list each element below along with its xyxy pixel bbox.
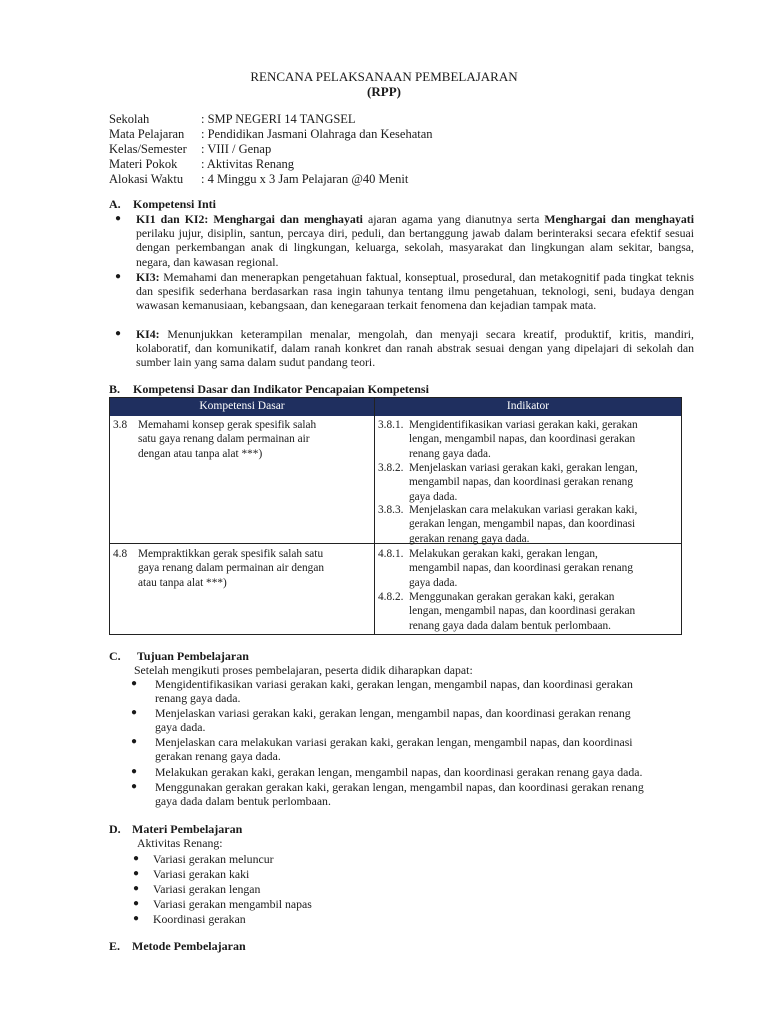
list-item-text: Koordinasi gerakan [153,912,246,926]
kd-line: atau tanpa alat ***) [138,576,227,589]
column-divider [374,398,375,634]
kd-line: satu gaya renang dalam permainan air [138,433,310,446]
info-row [109,157,433,172]
list-item [133,852,536,867]
list-item-text: Variasi gerakan meluncur [153,852,274,866]
list-item [133,882,536,897]
bullet-icon: ● [133,853,140,864]
indicator-line: Menggunakan gerakan gerakan kaki, gerakan [409,591,615,603]
section-title: Metode Pembelajaran [132,939,246,953]
list-item [131,735,696,765]
indicator-line: gaya dada. [409,576,458,589]
list-item-text: Variasi gerakan lengan [153,882,261,896]
document-title: RENCANA PELAKSANAAN PEMBELAJARAN [250,69,518,84]
indicator-line: gerakan lengan, mengambil napas, dan koordinasi [409,518,636,531]
list-item [131,677,696,706]
indicator-line: lengan, mengambil napas, dan koordinasi gerakan [409,433,636,446]
list-item-text: Variasi gerakan kaki [153,867,250,881]
indicator-text [409,503,637,546]
ki3-label: KI3: [136,270,160,284]
bullet-icon: ● [133,868,140,879]
list-item [131,706,696,735]
kd-number: 3.8 [113,419,128,431]
indicator-line: mengambil napas, dan koordinasi gerakan renang [409,562,633,575]
info-key: Alokasi Waktu [109,172,184,186]
ki12-label: KI1 dan KI2: [136,212,209,226]
indicator-number: 4.8.1. [378,548,404,560]
section-title: Kompetensi Inti [133,197,217,211]
bullet-icon: ● [115,271,122,282]
list-item-text [155,677,633,705]
ki4-label: KI4: [136,327,160,341]
list-item-text [155,780,644,808]
column-header-kd: Kompetensi Dasar [199,400,285,412]
text-line: gerakan renang gaya dada. [155,749,281,764]
section-letter: E. [109,939,121,953]
info-value: : VIII / Genap [201,142,272,156]
materials-list [133,852,536,927]
indicator-text [409,418,638,461]
kd-line: dengan atau tanpa alat ***) [138,447,263,460]
ki3-paragraph [115,270,694,313]
list-item [133,912,536,927]
list-item-text: Variasi gerakan mengambil napas [153,897,312,911]
indicator-number: 3.8.2. [378,462,404,474]
ki12-text-1: ajaran agama yang dianutnya serta [362,212,545,226]
ki3-text: Memahami dan menerapkan pengetahuan faktual, konseptual, prosedural, dan metakognitif pada tingkat teknis dan spesifik sederhana berdasarkan rasa ingin tahunya tentang ilmu pengetahuan, teknologi, seni, budaya dengan wawasan kemanusiaan, kebangsaan, dan kenegaraan terkait fenomena dan kejadian tampak mata. [136,270,694,313]
info-value: : Aktivitas Renang [201,157,295,171]
info-key: Sekolah [109,112,150,126]
text-line: Menggunakan gerakan gerakan kaki, gerakan lengan, mengambil napas, dan koordinasi gerakan renang [155,780,644,794]
text-line: renang gaya dada. [155,691,241,706]
indicator-line: renang gaya dada dalam bentuk perlombaan. [409,619,612,632]
text-line: gaya dada. [155,720,206,735]
indicator-line: Menjelaskan cara melakukan variasi gerakan kaki, [409,504,638,516]
section-d-heading [109,822,242,837]
list-item [133,867,536,882]
section-letter: D. [109,822,121,836]
ki12-emphasis-1: Menghargai dan menghayati [213,212,363,226]
indicator-number: 3.8.3. [378,504,404,516]
section-b-heading [109,382,429,397]
list-item [131,765,696,780]
indicator-line: mengambil napas, dan koordinasi gerakan renang [409,476,633,489]
objectives-list [131,677,696,809]
list-item [131,780,696,809]
indicator-text [409,461,638,504]
ki12-paragraph [115,212,694,269]
text-line: Menjelaskan variasi gerakan kaki, gerakan lengan, mengambil napas, dan koordinasi gerakan renang [155,706,631,720]
bullet-icon: ● [131,678,138,689]
kd-line: Mempraktikkan gerak spesifik salah satu [138,548,324,560]
section-title: Kompetensi Dasar dan Indikator Pencapaian Kompetensi [133,382,429,396]
info-key: Kelas/Semester [109,142,187,156]
section-a-heading [109,197,216,212]
list-item [133,897,536,912]
indicator-line: gerakan renang gaya dada. [409,532,530,545]
bullet-icon: ● [133,883,140,894]
indicator-text [409,547,633,590]
kd-line: gaya renang dalam permainan air dengan [138,562,324,575]
bullet-icon: ● [131,736,138,747]
text-line: Melakukan gerakan kaki, gerakan lengan, mengambil napas, dan koordinasi gerakan renang gaya dada. [155,765,643,779]
ki4-paragraph [115,327,694,370]
kd-text [138,547,324,590]
section-c-heading [109,649,249,664]
column-header-indicator: Indikator [506,400,550,412]
bullet-icon: ● [131,781,138,792]
competency-table [109,397,682,635]
ki4-text: Menunjukkan keterampilan menalar, mengolah, dan menyaji secara kreatif, produktif, kritis, mandiri, kolaboratif, dan komunikatif, dalam ranah konkret dan ranah abstrak sesuai dengan yang dipelajari di sekolah dan sumber lain yang sama dalam sudut pandang teori. [136,327,694,370]
kd-number: 4.8 [113,548,128,560]
section-letter: C. [109,649,121,663]
objectives-intro: Setelah mengikuti proses pembelajaran, peserta didik diharapkan dapat: [134,663,473,677]
list-item-text [155,765,642,779]
section-e-heading [109,939,246,954]
indicator-line: renang gaya dada. [409,447,491,460]
bullet-icon: ● [131,766,138,777]
info-value: : 4 Minggu x 3 Jam Pelajaran @40 Menit [201,172,409,186]
document-subtitle: (RPP) [367,84,401,99]
kd-line: Memahami konsep gerak spesifik salah [138,419,317,431]
info-row [109,172,433,187]
info-key: Mata Pelajaran [109,127,185,141]
bullet-icon: ● [133,913,140,924]
indicator-line: Melakukan gerakan kaki, gerakan lengan, [409,548,598,560]
info-key: Materi Pokok [109,157,178,171]
table-header [110,398,681,416]
section-letter: B. [109,382,121,396]
indicator-line: Mengidentifikasikan variasi gerakan kaki, gerakan [409,419,638,431]
list-item-text [155,735,633,763]
list-item-text [155,706,631,734]
info-value: : SMP NEGERI 14 TANGSEL [201,112,356,126]
text-line: Menjelaskan cara melakukan variasi gerakan kaki, gerakan lengan, mengambil napas, dan koordinasi [155,735,633,749]
info-row [109,112,433,127]
text-line: gaya dada dalam bentuk perlombaan. [155,794,331,809]
bullet-icon: ● [115,213,122,224]
indicator-line: gaya dada. [409,490,458,503]
indicator-line: Menjelaskan variasi gerakan kaki, gerakan lengan, [409,462,638,474]
info-row [109,127,433,142]
text-line: Mengidentifikasikan variasi gerakan kaki, gerakan lengan, mengambil napas, dan koordinasi gerakan [155,677,633,691]
bullet-icon: ● [133,898,140,909]
materials-intro: Aktivitas Renang: [137,836,223,850]
info-row [109,142,433,157]
section-letter: A. [109,197,121,211]
bullet-icon: ● [115,328,122,339]
indicator-number: 4.8.2. [378,591,404,603]
section-title: Tujuan Pembelajaran [137,649,249,663]
section-title: Materi Pembelajaran [132,822,243,836]
info-value: : Pendidikan Jasmani Olahraga dan Kesehatan [201,127,433,141]
ki12-emphasis-2: Menghargai dan menghayati [544,212,694,226]
bullet-icon: ● [131,707,138,718]
identity-table [109,112,433,187]
indicator-text [409,590,635,633]
indicator-number: 3.8.1. [378,419,404,431]
ki12-text-2: perilaku jujur, disiplin, santun, percaya diri, peduli, dan bertanggung jawab dalam berinteraksi secara efektif sesuai dengan perkembangan anak di lingkungan, keluarga, sekolah, masyarakat dan lingkungan alam sekitar, bangsa, negara, dan kawasan regional. [136,226,694,269]
kd-text [138,418,316,461]
indicator-line: lengan, mengambil napas, dan koordinasi gerakan [409,605,636,618]
